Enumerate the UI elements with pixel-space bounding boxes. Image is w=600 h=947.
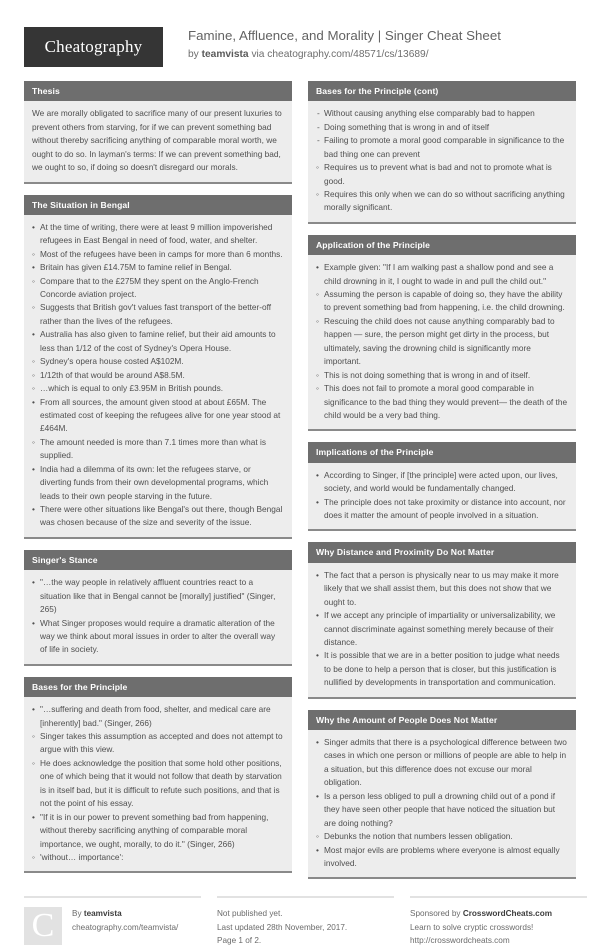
bullet-item: ◦ He does acknowledge the position that some hold other positions, one of which being that it would not follow that death by starvation is in itself bad, but it is difficult to refute such positions, and that is not the point of his essay. (32, 757, 284, 811)
card-header: Bases for the Principle (24, 677, 292, 697)
bullet-item: ◦ Compare that to the £275M they spent on the Anglo-French Concorde aviation project. (32, 275, 284, 302)
bullet-item: • Is a person less obliged to pull a drowning child out of a pond if they have seen other people that have noticed the situation but are doing nothing? (316, 790, 568, 830)
bullet-item: • At the time of writing, there were at least 9 million impoverished refugees in East Bengal in need of food, water, and shelter. (32, 221, 284, 248)
bullet-item: • Singer admits that there is a psychological difference between two cases in which one person or millions of people are able to help in a situation, but this difference does not excuse our moral obligation. (316, 736, 568, 790)
bullet-item: • What Singer proposes would require a dramatic alteration of the way we think about moral issues in order to alter the overall way of life in society. (32, 617, 284, 657)
publish-status: Not published yet. (217, 909, 283, 919)
bullet-list (316, 469, 568, 523)
bullet-item: • "…suffering and death from food, shelter, and medical care are [inherently] bad." (Singer, 266) (32, 703, 284, 730)
bullet-item: ◦ This is not doing something that is wrong in and of itself. (316, 369, 568, 382)
card-body (308, 101, 576, 222)
card-body (24, 697, 292, 871)
footer-author-block (24, 896, 201, 947)
bullet-item: ◦ Suggests that British gov't values fast transport of the better-off rather than the lives of the refugees. (32, 301, 284, 328)
bullet-item: ◦ This does not fail to promote a moral good comparable in significance to the bad thing they would prevent— the death of the child would be a very bad thing. (316, 382, 568, 422)
page-number: Page 1 of 2. (217, 935, 262, 945)
cheatography-logo-text: Cheatography (44, 37, 143, 56)
bullet-item: • The principle does not take proximity or distance into account, nor does it matter the amount of people involved in a situation. (316, 496, 568, 523)
footer-by-prefix: By (72, 909, 84, 919)
bullet-item: • It is possible that we are in a better position to judge what needs to be done to help a person that is closer, but this justification is nullified by developments in transportation and communication. (316, 649, 568, 689)
bullet-item: • "…the way people in relatively affluent countries react to a situation like that in Bengal cannot be [morally] justified" (Singer, 265) (32, 576, 284, 616)
footer-logo-icon: C (24, 907, 62, 945)
sponsor-line (410, 907, 587, 920)
sponsor-name[interactable]: CrosswordCheats.com (462, 909, 552, 919)
bullet-list (32, 221, 284, 530)
bullet-item: ◦ Assuming the person is capable of doing so, they have the ability to prevent something bad from happening, i.e. the child drowning. (316, 288, 568, 315)
bullet-item: ◦ Sydney's opera house costed A$102M. (32, 355, 284, 368)
byline-prefix: by (188, 48, 202, 60)
bullet-item: - Doing something that is wrong in and of itself (316, 121, 568, 134)
bullet-item: ◦ Most of the refugees have been in camps for more than 6 months. (32, 248, 284, 261)
card-header: Thesis (24, 81, 292, 101)
bullet-item: ◦ Debunks the notion that numbers lessen obligation. (316, 830, 568, 843)
bullet-item: - Failing to promote a moral good comparable in significance to the bad thing one can prevent (316, 134, 568, 161)
card-header: Singer's Stance (24, 550, 292, 570)
bullet-item: • India had a dilemma of its own: let the refugees starve, or diverting funds from their own developmental programs, which leads to their own people starving in the future. (32, 463, 284, 503)
cheat-card (24, 550, 292, 666)
card-header: Why Distance and Proximity Do Not Matter (308, 542, 576, 562)
footer-author-line (72, 907, 178, 920)
footer-divider (217, 896, 394, 898)
cheat-card (24, 677, 292, 874)
footer-author-url[interactable]: cheatography.com/teamvista/ (72, 922, 179, 932)
bullet-item: ◦ …which is equal to only £3.95M in British pounds. (32, 382, 284, 395)
cheatography-logo[interactable] (24, 27, 163, 67)
bullet-list (316, 261, 568, 422)
footer-author-name[interactable]: teamvista (83, 909, 122, 919)
cheat-card (24, 81, 292, 184)
card-header: Why the Amount of People Does Not Matter (308, 710, 576, 730)
footer-divider (410, 896, 587, 898)
bullet-list (32, 703, 284, 864)
card-paragraph: We are morally obligated to sacrifice many of our present luxuries to prevent others from starving, for if we can prevent something bad without thereby sacrificing anything of comparable moral worth, we ought to do so. In layman's terms: If we can prevent something bad, we ought to so, if doing so doesn't disregard our morals. (32, 108, 282, 173)
title-block (188, 27, 501, 61)
masthead (24, 0, 576, 81)
right-column (308, 81, 576, 890)
last-updated: Last updated 28th November, 2017. (217, 922, 348, 932)
bullet-item: • According to Singer, if [the principle] were acted upon, our lives, society, and world would be fundamentally changed. (316, 469, 568, 496)
card-body (308, 563, 576, 697)
bullet-list (32, 576, 284, 657)
card-body (308, 255, 576, 429)
card-header: Application of the Principle (308, 235, 576, 255)
cheat-card (308, 442, 576, 531)
card-body (24, 101, 292, 181)
card-header: Implications of the Principle (308, 442, 576, 462)
cheat-card (24, 195, 292, 539)
card-body (24, 570, 292, 664)
content-columns (24, 81, 576, 890)
sponsor-url[interactable]: http://crosswordcheats.com (410, 935, 510, 945)
bullet-item: ◦ Singer takes this assumption as accepted and does not attempt to argue with this view. (32, 730, 284, 757)
card-body (308, 463, 576, 530)
footer-sponsor-block (410, 896, 587, 947)
page-title: Famine, Affluence, and Morality | Singer Cheat Sheet (188, 28, 501, 43)
left-column (24, 81, 292, 884)
bullet-item: ◦ 1/12th of that would be around A$8.5M. (32, 369, 284, 382)
byline-url[interactable]: cheatography.com/48571/cs/13689/ (267, 48, 429, 60)
sponsor-prefix: Sponsored by (410, 909, 463, 919)
byline-middle: via (248, 48, 268, 60)
byline-author[interactable]: teamvista (201, 48, 249, 60)
cheat-card (308, 710, 576, 880)
bullet-item: ◦ 'without… importance': (32, 851, 284, 864)
bullet-list (316, 107, 568, 215)
card-header: Bases for the Principle (cont) (308, 81, 576, 101)
cheat-card (308, 235, 576, 432)
bullet-item: • If we accept any principle of impartiality or universalizability, we cannot discriminate against something merely because of their distance. (316, 609, 568, 649)
card-header: The Situation in Bengal (24, 195, 292, 215)
bullet-item: - Without causing anything else comparably bad to happen (316, 107, 568, 120)
bullet-item: ◦ Requires us to prevent what is bad and not to promote what is good. (316, 161, 568, 188)
sponsor-tagline: Learn to solve cryptic crosswords! (410, 922, 534, 932)
bullet-item: • From all sources, the amount given stood at about £65M. The estimated cost of keeping the refugees alive for one year stood at £464M. (32, 396, 284, 436)
bullet-item: ◦ Rescuing the child does not cause anything comparably bad to happen — sure, the person might get dirty in the process, but ultimately, saving the drowning child is significantly more important. (316, 315, 568, 369)
bullet-item: • The fact that a person is physically near to us may make it more likely that we shall assist them, but this does not show that we ought to. (316, 569, 568, 609)
bullet-list (316, 569, 568, 690)
bullet-list (316, 736, 568, 870)
bullet-item: • "If it is in our power to prevent something bad from happening, without thereby sacrificing anything of comparable moral importance, we ought, morally, to do it." (Singer, 266) (32, 811, 284, 851)
footer-publish-block (217, 896, 394, 947)
footer-divider (24, 896, 201, 898)
bullet-item: • Example given: "If I am walking past a shallow pond and see a child drowning in it, I ought to wade in and pull the child out." (316, 261, 568, 288)
bullet-item: • There were other situations like Bengal's out there, though Bengal was chosen because of the size and severity of the issue. (32, 503, 284, 530)
bullet-item: • Britain has given £14.75M to famine relief in Bengal. (32, 261, 284, 274)
card-body (308, 730, 576, 877)
byline (188, 48, 501, 61)
bullet-item: ◦ Requires this only when we can do so without sacrificing anything morally significant. (316, 188, 568, 215)
bullet-item: ◦ The amount needed is more than 7.1 times more than what is supplied. (32, 436, 284, 463)
page-footer (24, 896, 576, 947)
cheat-card (308, 542, 576, 698)
bullet-item: • Most major evils are problems where everyone is almost equally involved. (316, 844, 568, 871)
bullet-item: • Australia has also given to famine relief, but their aid amounts to less than 1/12 of the cost of Sydney's Opera House. (32, 328, 284, 355)
cheat-card (308, 81, 576, 224)
card-body (24, 215, 292, 537)
